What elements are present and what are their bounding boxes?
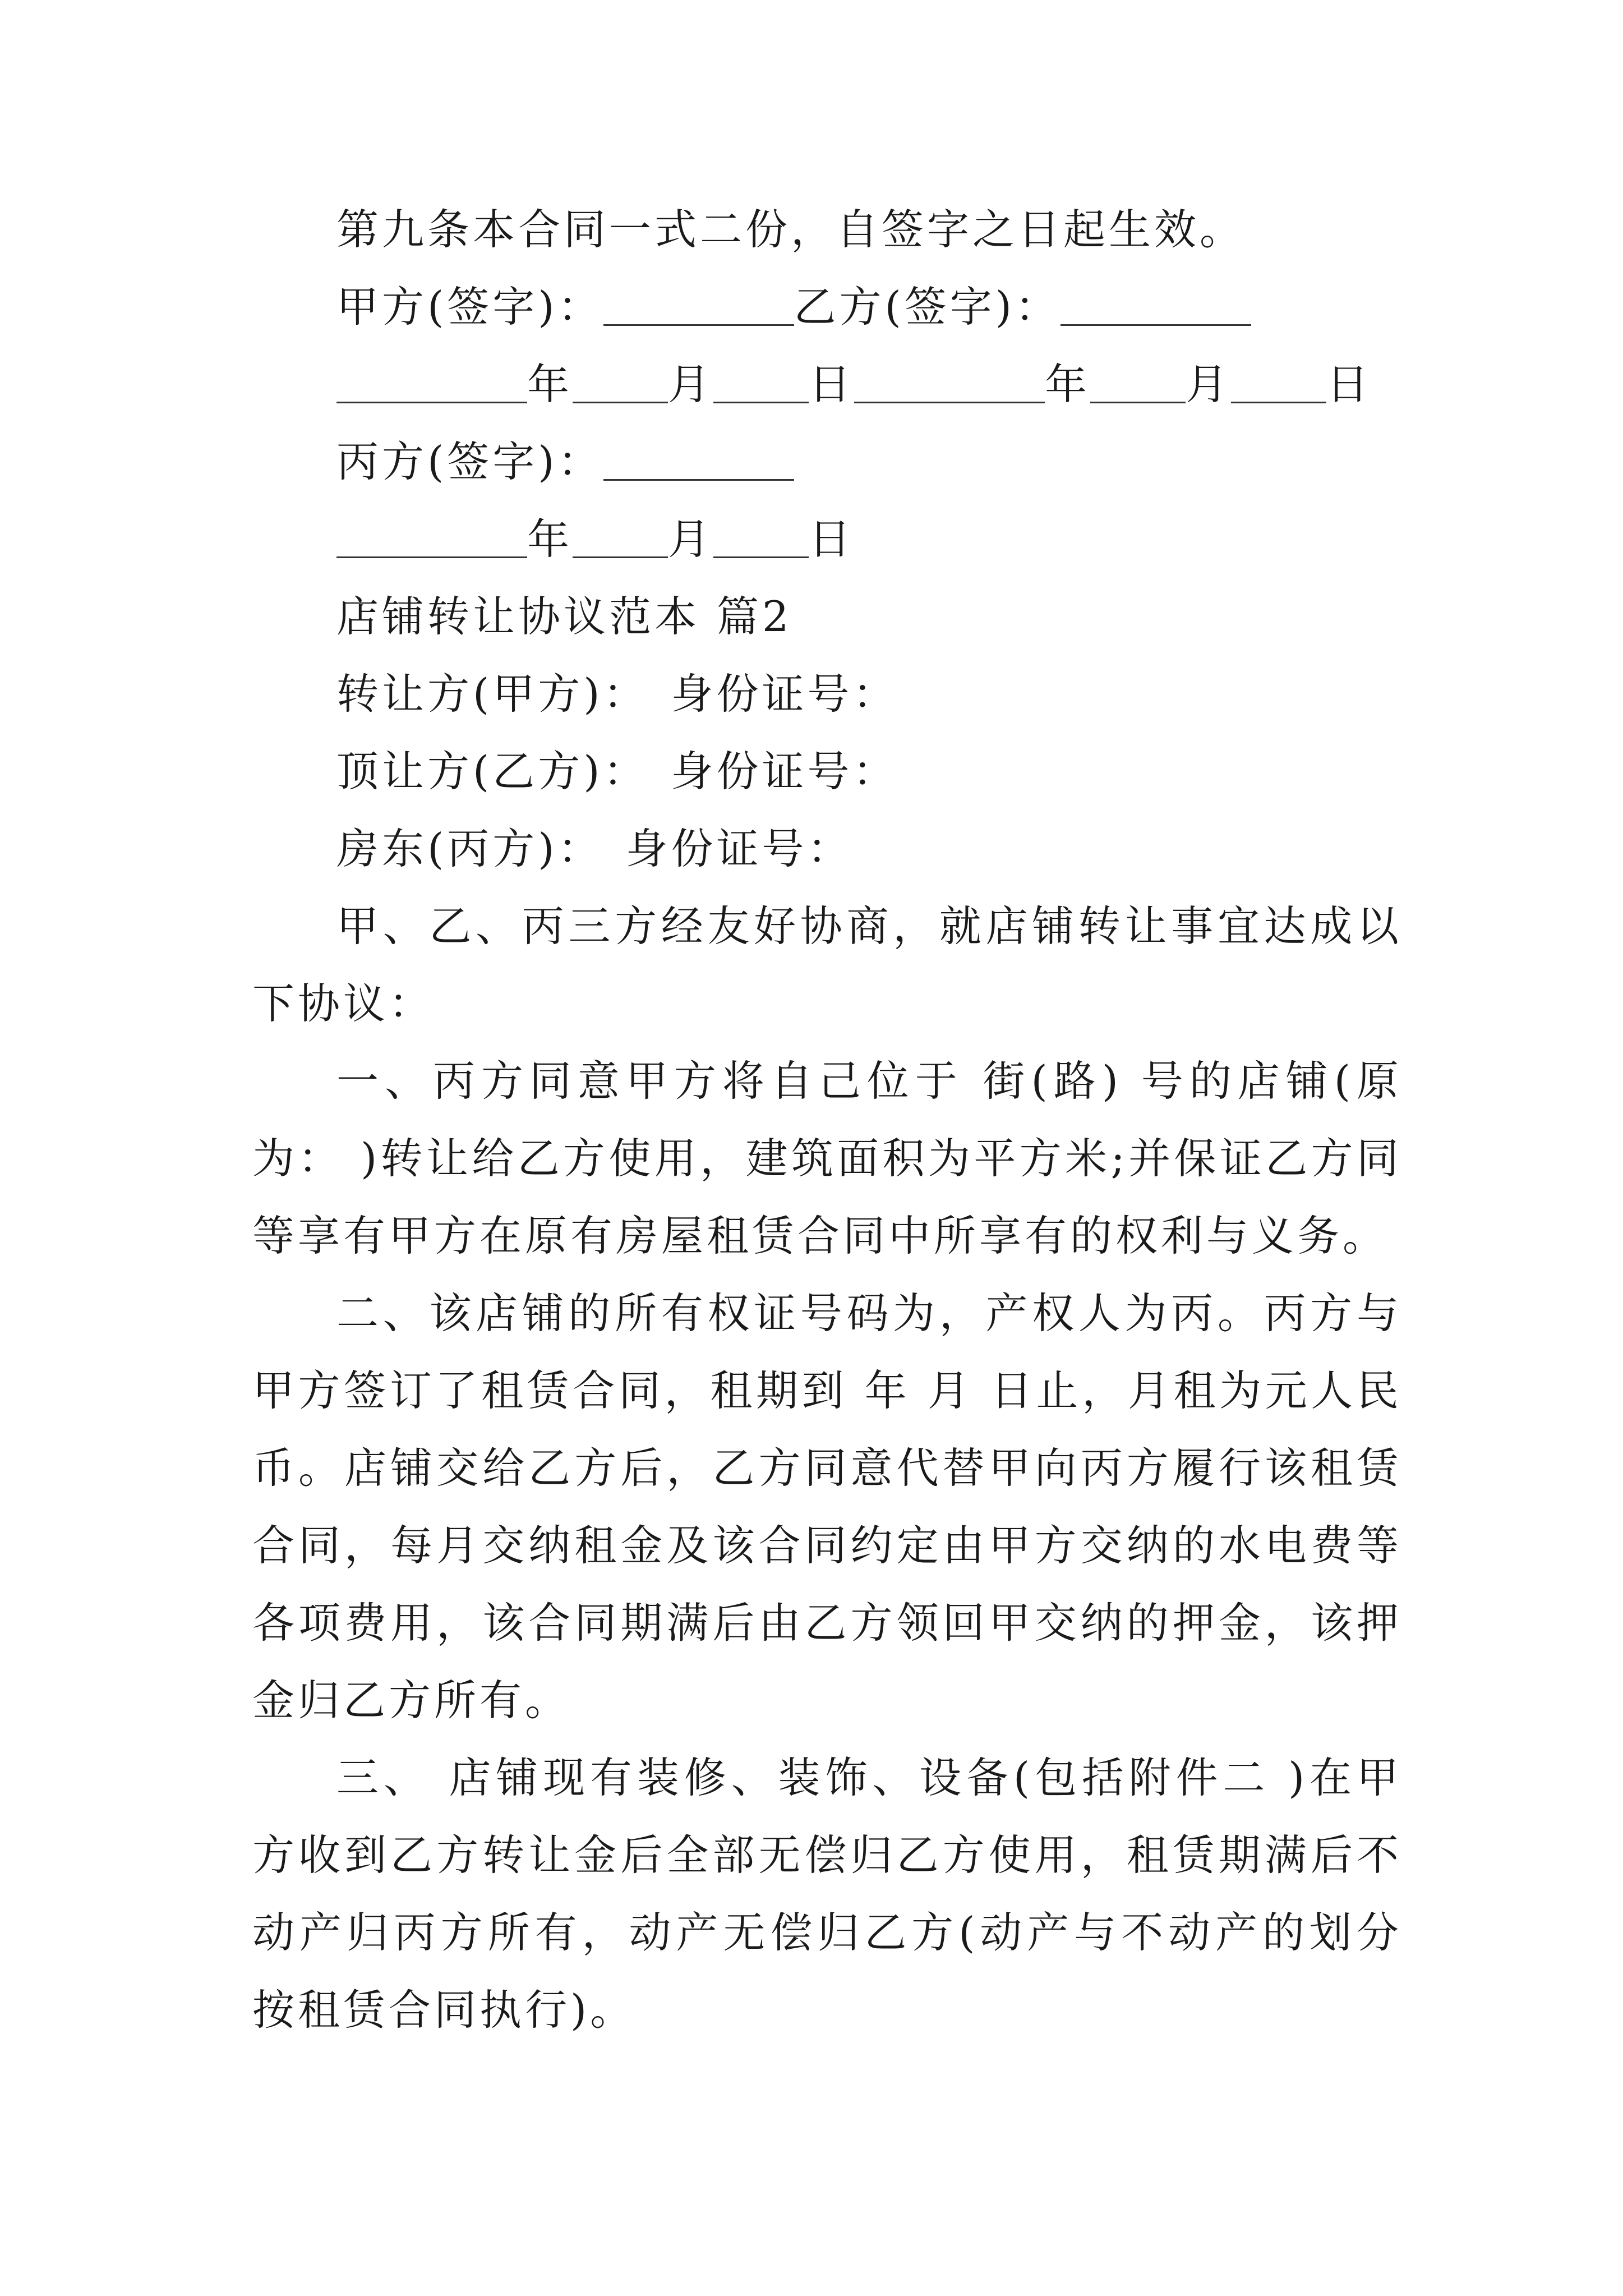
day-label: 日	[1326, 360, 1372, 409]
id-label: 身份证号：	[671, 669, 898, 719]
date-row-ab	[252, 346, 1402, 423]
clause-3: 三、 店铺现有装修、装饰、设备(包括附件二 )在甲方收到乙方转让金后全部无偿归乙方使用，租赁期满后不动产归丙方所有，动产无偿归乙方(动产与不动产的划分按租赁合同执行)。	[252, 1753, 1402, 2035]
date-row-c	[252, 500, 1402, 578]
year-blank	[336, 362, 527, 403]
year-label: 年	[527, 360, 573, 409]
party-a-sign-label: 甲方(签字)：	[336, 282, 603, 332]
transferor-line	[252, 655, 1402, 733]
year-blank	[336, 517, 527, 558]
transferee-label: 顶让方(乙方)：	[336, 747, 649, 796]
day-blank	[1231, 362, 1326, 403]
month-blank	[573, 517, 668, 558]
month-label: 月	[668, 360, 714, 409]
article-9: 第九条本合同一式二份，自签字之日起生效。	[336, 205, 1246, 254]
year-label: 年	[527, 514, 573, 564]
signature-row-ab	[252, 268, 1402, 346]
id-label: 身份证号：	[625, 824, 853, 873]
year-label: 年	[1045, 360, 1091, 409]
party-c-sign-blank	[603, 440, 794, 481]
transferee-line	[252, 733, 1402, 810]
year-blank	[854, 362, 1045, 403]
month-blank	[573, 362, 668, 403]
intro-paragraph: 甲、乙、丙三方经友好协商，就店铺转让事宜达成以下协议：	[252, 901, 1402, 1028]
party-a-sign-blank	[603, 285, 794, 326]
landlord-line	[252, 810, 1402, 887]
id-label: 身份证号：	[671, 747, 898, 796]
day-label: 日	[809, 514, 855, 564]
landlord-label: 房东(丙方)：	[336, 824, 603, 873]
signature-row-c	[252, 423, 1402, 500]
party-c-sign-label: 丙方(签字)：	[336, 437, 603, 486]
clause-2: 二、该店铺的所有权证号码为，产权人为丙。丙方与甲方签订了租赁合同，租期到 年 月 日止，月租为元人民币。店铺交给乙方后，乙方同意代替甲向丙方履行该租赁合同，每月交纳租金及该合同约定由甲方交纳的水电费等各项费用，该合同期满后由乙方领回甲交纳的押金，该押金归乙方所有。	[252, 1289, 1402, 1725]
party-b-sign-blank	[1061, 285, 1251, 326]
month-blank	[1090, 362, 1186, 403]
day-label: 日	[809, 360, 855, 409]
month-label: 月	[1186, 360, 1232, 409]
document-content	[252, 191, 1402, 2049]
section-title: 店铺转让协议范本 篇2	[336, 592, 792, 641]
day-blank	[713, 362, 809, 403]
day-blank	[713, 517, 809, 558]
clause-1: 一、丙方同意甲方将自己位于 街(路) 号的店铺(原为： )转让给乙方使用，建筑面积为平方米;并保证乙方同等享有甲方在原有房屋租赁合同中所享有的权利与义务。	[252, 1056, 1402, 1260]
party-b-sign-label: 乙方(签字)：	[794, 282, 1061, 332]
transferor-label: 转让方(甲方)：	[336, 669, 649, 719]
month-label: 月	[668, 514, 714, 564]
